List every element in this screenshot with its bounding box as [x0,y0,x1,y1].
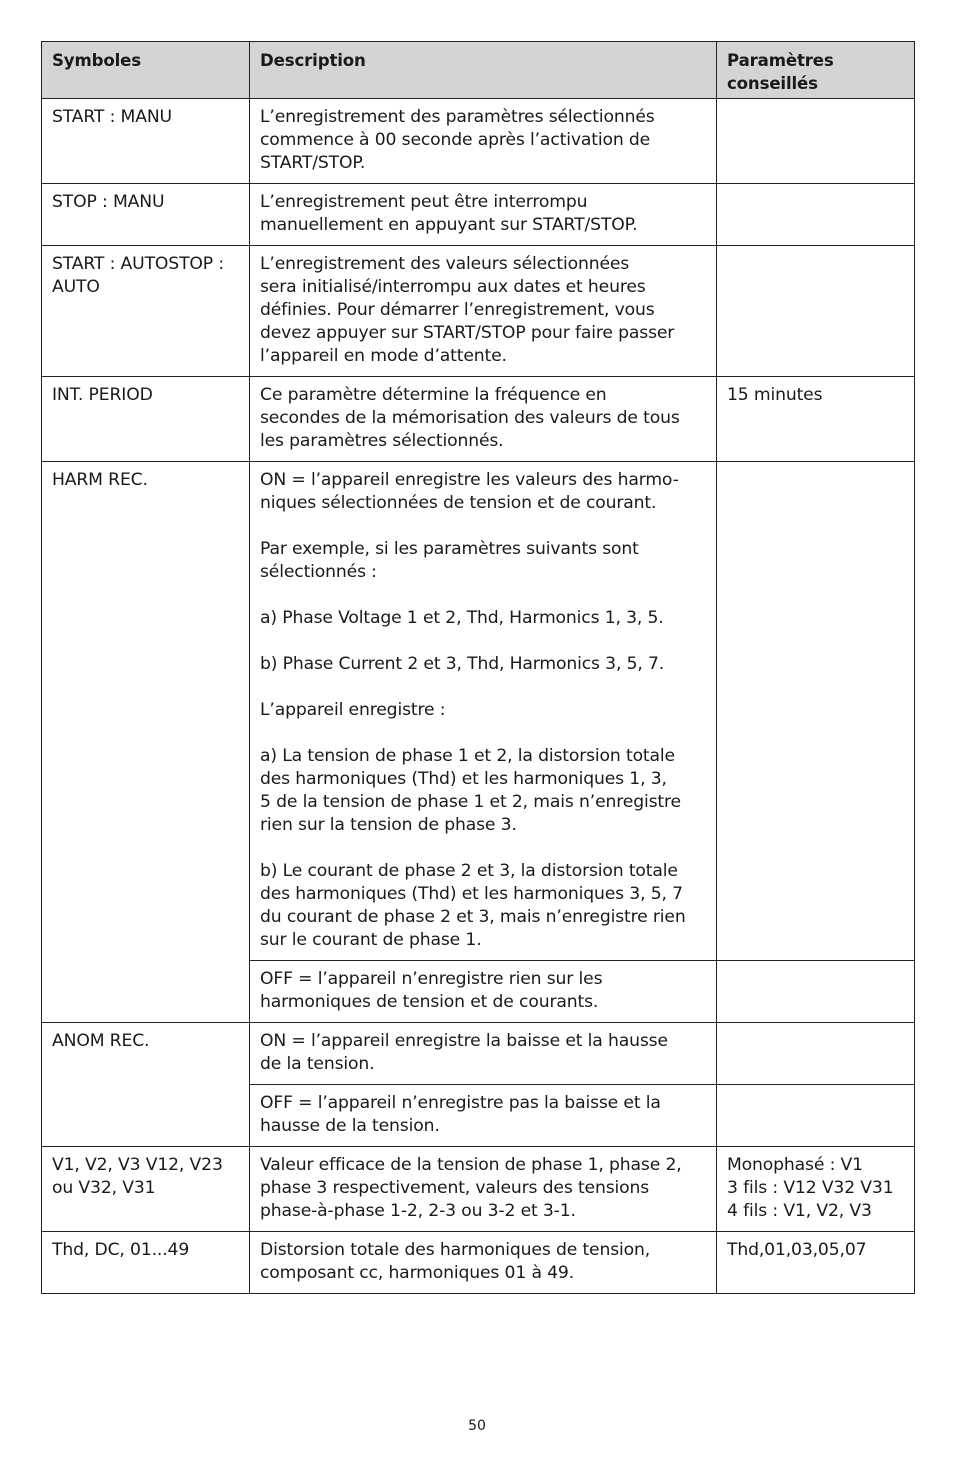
recommended-cell: Thd,01,03,05,07 [717,1232,915,1294]
recommended-cell [717,99,915,184]
table-row-harm-rec-on [42,462,915,961]
table-header-row [42,42,915,99]
symbol-cell: HARM REC. [42,462,250,1023]
symbol-cell: START : MANU [42,99,250,184]
description-cell [250,462,717,961]
table-row-thd [42,1232,915,1294]
harm-rec-paragraph: a) La tension de phase 1 et 2, la distorsion totale des harmoniques (Thd) et les harmoniques 1, 3, 5 de la tension de phase 1 et 2, mais n’enregistre rien sur la tension de phase 3. [260,746,681,835]
description-cell: OFF = l’appareil n’enregistre rien sur les harmoniques de tension et de courants. [250,961,717,1023]
symbol-cell: Thd, DC, 01...49 [42,1232,250,1294]
description-cell: ON = l’appareil enregistre la baisse et la hausse de la tension. [250,1023,717,1085]
table-row-start-manu [42,99,915,184]
harm-rec-paragraph: Par exemple, si les paramètres suivants sont sélectionnés : [260,539,639,582]
page-number: 50 [468,1418,486,1434]
recommended-cell: 15 minutes [717,377,915,462]
description-cell: OFF = l’appareil n’enregistre pas la baisse et la hausse de la tension. [250,1085,717,1147]
symbol-cell: V1, V2, V3 V12, V23 ou V32, V31 [42,1147,250,1232]
recommended-cell: Monophasé : V1 3 fils : V12 V32 V31 4 fils : V1, V2, V3 [717,1147,915,1232]
description-cell: Valeur efficace de la tension de phase 1, phase 2, phase 3 respectivement, valeurs des tensions phase-à-phase 1-2, 2-3 ou 3-2 et 3-1. [250,1147,717,1232]
harm-rec-paragraph: a) Phase Voltage 1 et 2, Thd, Harmonics 1, 3, 5. [260,608,664,628]
parameter-table-container [41,41,914,1294]
recommended-cell [717,1023,915,1085]
description-cell: Distorsion totale des harmoniques de tension, composant cc, harmoniques 01 à 49. [250,1232,717,1294]
harm-rec-paragraph: b) Le courant de phase 2 et 3, la distorsion totale des harmoniques (Thd) et les harmoniques 3, 5, 7 du courant de phase 2 et 3, mais n’enregistre rien sur le courant de phase 1. [260,861,686,950]
harm-rec-paragraph: b) Phase Current 2 et 3, Thd, Harmonics 3, 5, 7. [260,654,665,674]
recommended-cell [717,1085,915,1147]
description-cell: L’enregistrement peut être interrompu manuellement en appuyant sur START/STOP. [250,184,717,246]
description-cell: L’enregistrement des valeurs sélectionnées sera initialisé/interrompu aux dates et heures définies. Pour démarrer l’enregistrement, vous devez appuyer sur START/STOP pour faire passer l’appareil en mode d’attente. [250,246,717,377]
harm-rec-paragraph: L’appareil enregistre : [260,700,446,720]
symbol-cell: STOP : MANU [42,184,250,246]
recommended-cell [717,462,915,961]
table-row-int-period [42,377,915,462]
table-row-voltages [42,1147,915,1232]
header-description: Description [250,42,717,99]
header-parametres-conseilles: Paramètres conseillés [717,42,915,99]
harm-rec-paragraph: ON = l’appareil enregistre les valeurs des harmo- niques sélectionnées de tension et de courant. [260,470,679,513]
table-row-anom-rec-on [42,1023,915,1085]
symbol-cell: INT. PERIOD [42,377,250,462]
table-row-start-autostop [42,246,915,377]
recommended-cell [717,184,915,246]
symbol-cell: ANOM REC. [42,1023,250,1147]
description-cell: L’enregistrement des paramètres sélectionnés commence à 00 seconde après l’activation de START/STOP. [250,99,717,184]
description-cell: Ce paramètre détermine la fréquence en secondes de la mémorisation des valeurs de tous les paramètres sélectionnés. [250,377,717,462]
symbol-cell: START : AUTOSTOP : AUTO [42,246,250,377]
recommended-cell [717,246,915,377]
header-symboles: Symboles [42,42,250,99]
parameter-table [41,41,915,1294]
table-row-stop-manu [42,184,915,246]
recommended-cell [717,961,915,1023]
